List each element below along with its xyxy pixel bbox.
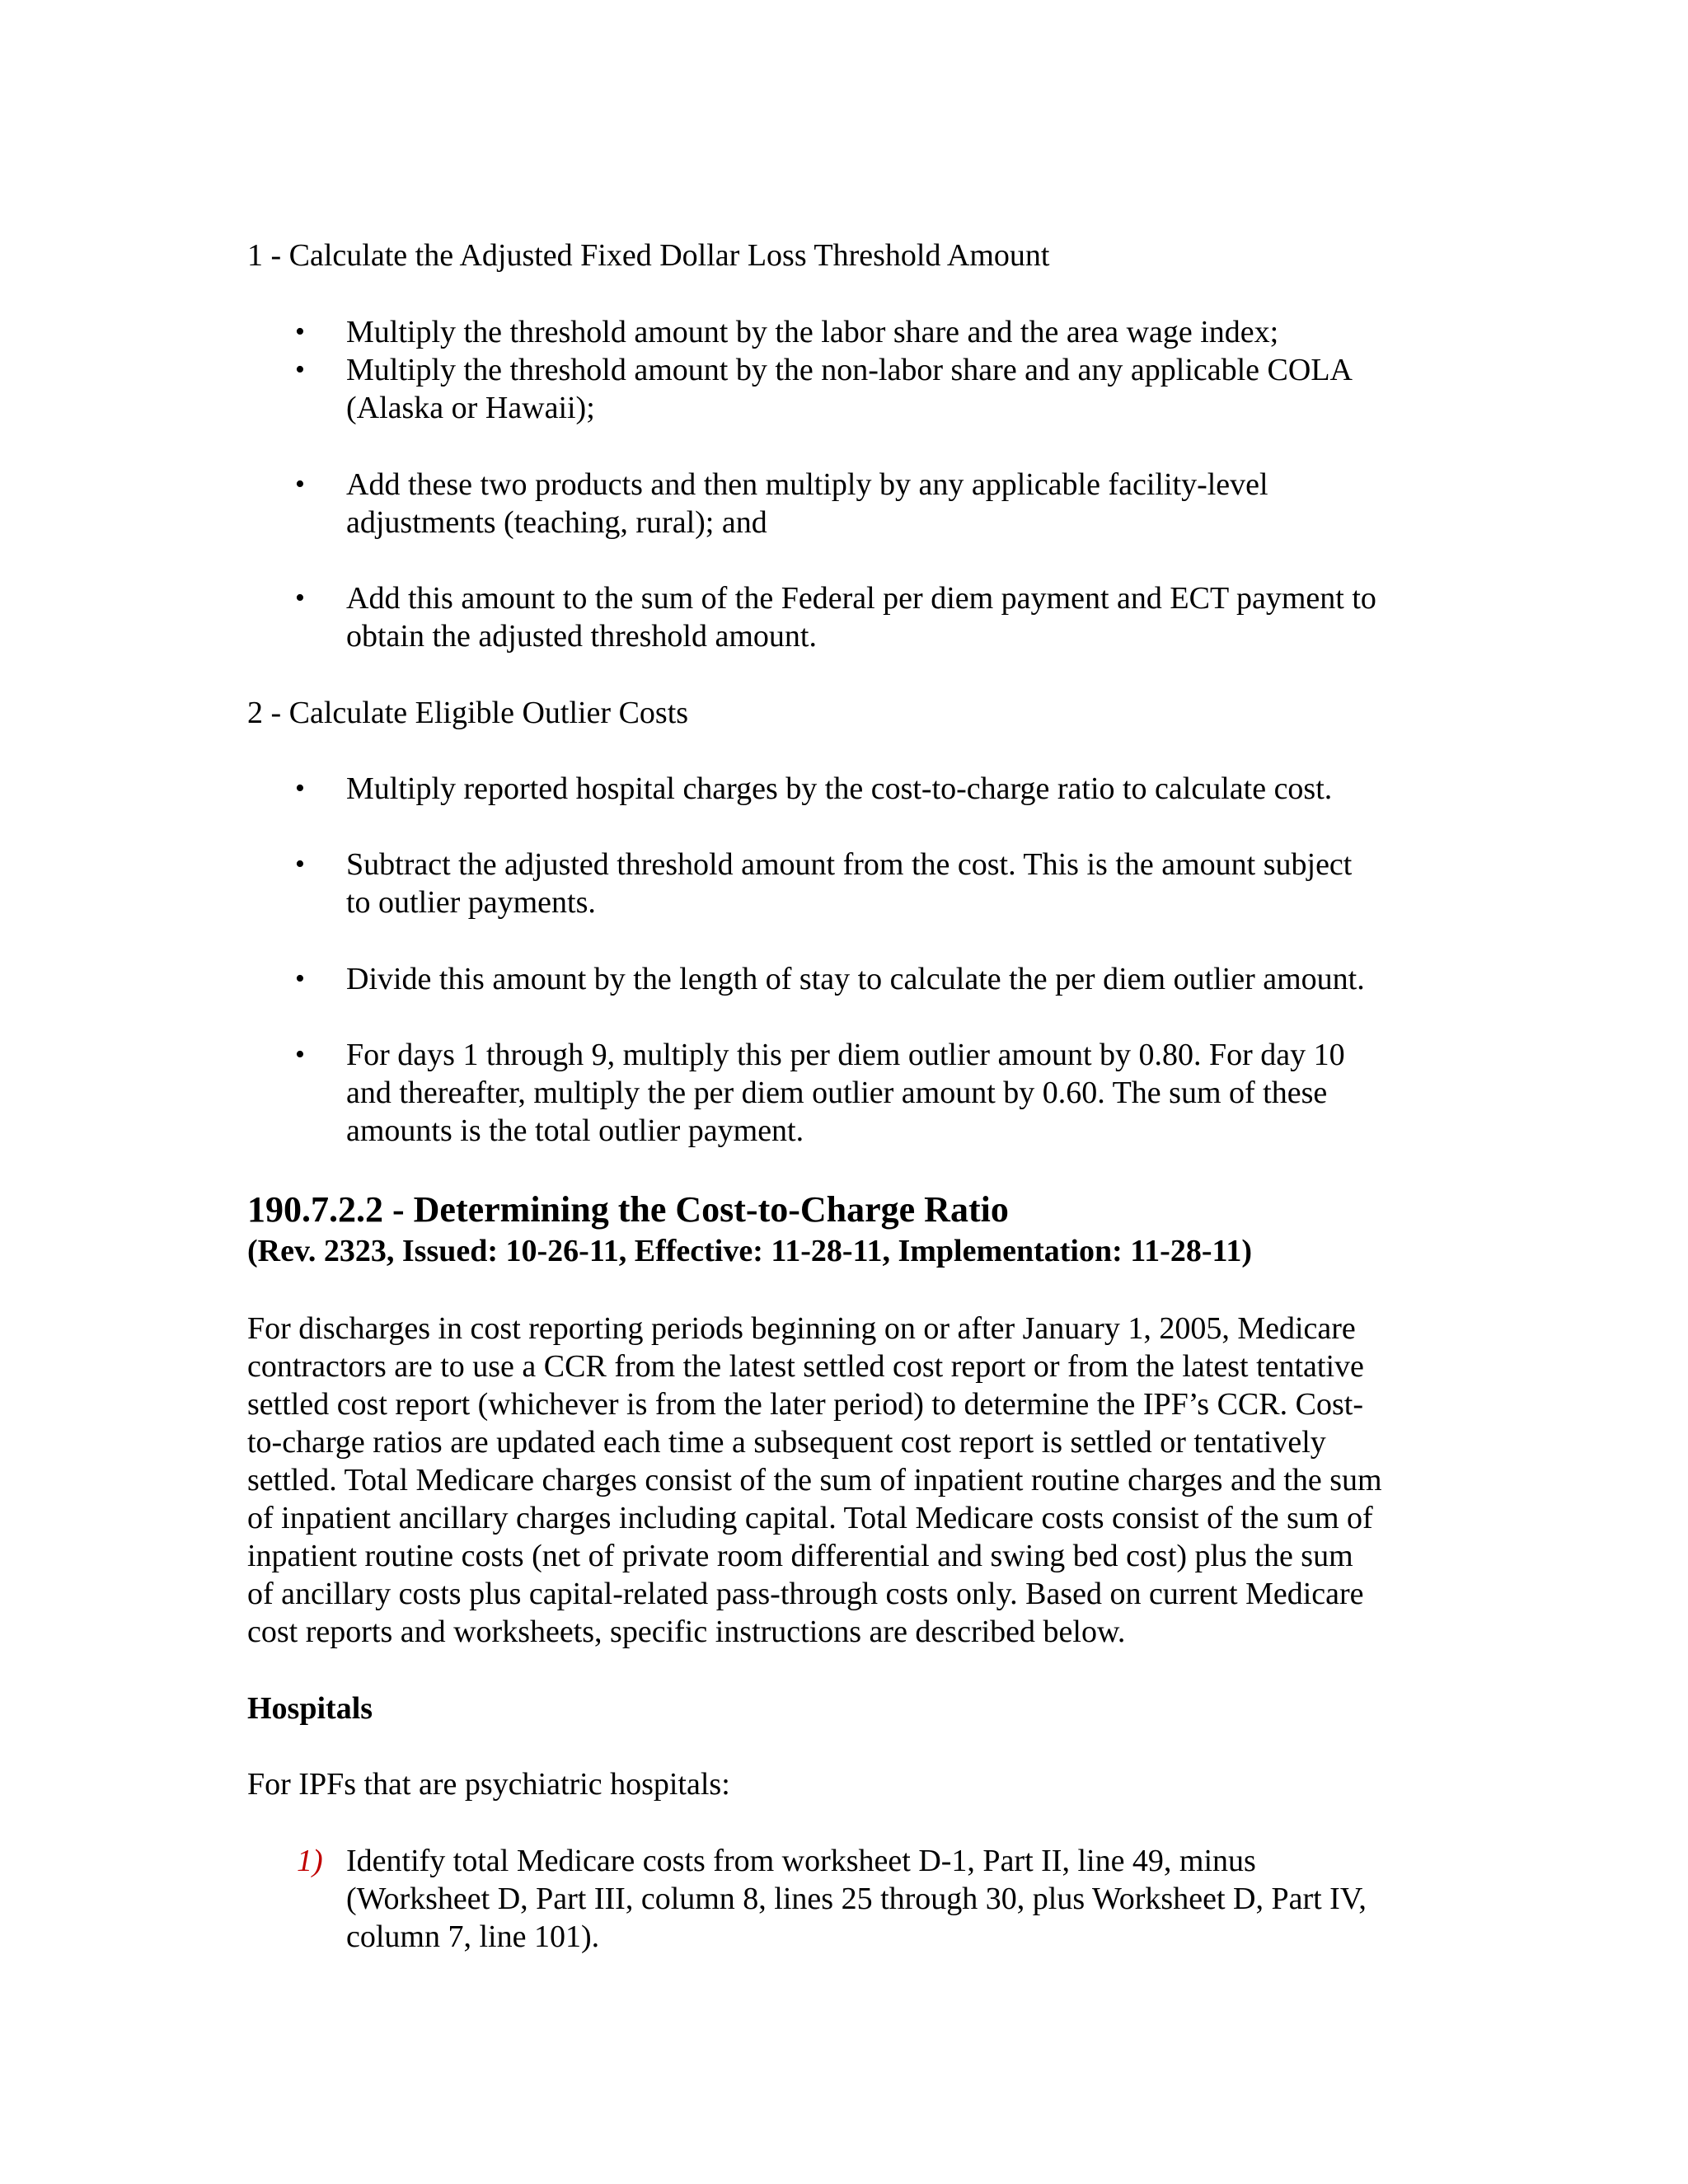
paragraph-line-2: contractors are to use a CCR from the latest settled cost report or from the latest tentative xyxy=(247,1349,1364,1384)
section2-bullet-2-line-1: Subtract the adjusted threshold amount from the cost. This is the amount subject xyxy=(346,847,1353,882)
section2-bullet-4-line-3: amounts is the total outlier payment. xyxy=(346,1113,804,1148)
section2-heading: 2 - Calculate Eligible Outlier Costs xyxy=(247,696,689,730)
list-number: 1) xyxy=(297,1844,323,1878)
section1-bullet-3-line-1: Add these two products and then multiply by any applicable facility-level xyxy=(346,467,1268,502)
section1-bullet-4-line-2: obtain the adjusted threshold amount. xyxy=(346,619,817,654)
paragraph-line-6: of inpatient ancillary charges including capital. Total Medicare costs consist of the sum of xyxy=(247,1501,1373,1535)
section1-bullet-1-line-1: Multiply the threshold amount by the labor share and the area wage index; xyxy=(346,315,1279,349)
paragraph-line-8: of ancillary costs plus capital-related pass-through costs only. Based on current Medicare xyxy=(247,1577,1364,1611)
bullet-icon: • xyxy=(295,963,305,994)
paragraph-line-9: cost reports and worksheets, specific instructions are described below. xyxy=(247,1615,1126,1649)
section2-bullet-4-line-1: For days 1 through 9, multiply this per diem outlier amount by 0.80. For day 10 xyxy=(346,1038,1345,1072)
paragraph-line-5: settled. Total Medicare charges consist of the sum of inpatient routine charges and the sum xyxy=(247,1463,1382,1497)
section1-heading: 1 - Calculate the Adjusted Fixed Dollar Loss Threshold Amount xyxy=(247,238,1050,273)
paragraph-line-1: For discharges in cost reporting periods beginning on or after January 1, 2005, Medicare xyxy=(247,1311,1356,1346)
section1-bullet-2-line-2: (Alaska or Hawaii); xyxy=(346,391,595,425)
bullet-icon: • xyxy=(295,1039,305,1070)
section1-bullet-2-line-1: Multiply the threshold amount by the non-labor share and any applicable COLA xyxy=(346,353,1353,387)
section-revision: (Rev. 2323, Issued: 10-26-11, Effective: 11-28-11, Implementation: 11-28-11) xyxy=(247,1234,1253,1268)
numbered-item-line-1: Identify total Medicare costs from worksheet D-1, Part II, line 49, minus xyxy=(346,1844,1256,1878)
section-title: 190.7.2.2 - Determining the Cost-to-Charge Ratio xyxy=(247,1189,1009,1230)
bullet-icon: • xyxy=(295,316,305,347)
numbered-item-line-3: column 7, line 101). xyxy=(346,1919,600,1954)
section2-bullet-4-line-2: and thereafter, multiply the per diem outlier amount by 0.60. The sum of these xyxy=(346,1076,1328,1110)
section1-bullet-3-line-2: adjustments (teaching, rural); and xyxy=(346,505,767,540)
section2-bullet-3-line-1: Divide this amount by the length of stay to calculate the per diem outlier amount. xyxy=(346,962,1365,996)
numbered-item-line-2: (Worksheet D, Part III, column 8, lines 25 through 30, plus Worksheet D, Part IV, xyxy=(346,1882,1367,1916)
paragraph-line-3: settled cost report (whichever is from the later period) to determine the IPF’s CCR. Cost- xyxy=(247,1387,1363,1422)
bullet-icon: • xyxy=(295,773,305,804)
paragraph-line-4: to-charge ratios are updated each time a subsequent cost report is settled or tentatively xyxy=(247,1425,1326,1460)
bullet-icon: • xyxy=(295,849,305,879)
hospitals-heading: Hospitals xyxy=(247,1691,373,1726)
section2-bullet-1-line-1: Multiply reported hospital charges by the cost-to-charge ratio to calculate cost. xyxy=(346,771,1333,806)
hospitals-intro: For IPFs that are psychiatric hospitals: xyxy=(247,1767,730,1802)
bullet-icon: • xyxy=(295,354,305,385)
bullet-icon: • xyxy=(295,469,305,499)
paragraph-line-7: inpatient routine costs (net of private room differential and swing bed cost) plus the sum xyxy=(247,1539,1353,1573)
section1-bullet-4-line-1: Add this amount to the sum of the Federal per diem payment and ECT payment to xyxy=(346,581,1376,616)
section2-bullet-2-line-2: to outlier payments. xyxy=(346,885,596,920)
bullet-icon: • xyxy=(295,583,305,613)
